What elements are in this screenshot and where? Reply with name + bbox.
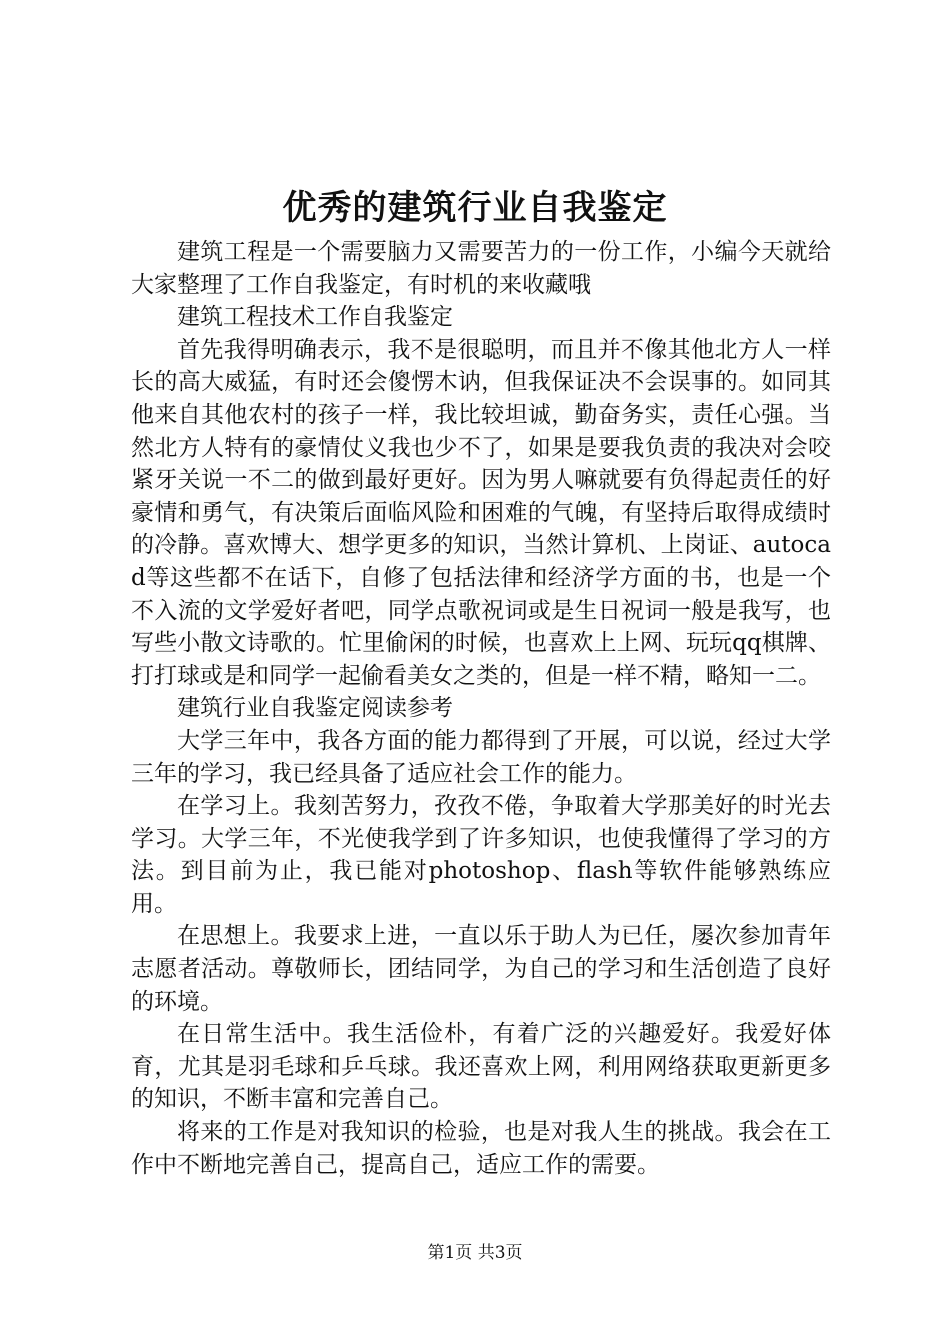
- future-work-paragraph: 将来的工作是对我知识的检验，也是对我人生的挑战。我会在工作中不断地完善自己，提高自己，适应工作的需要。: [131, 1119, 831, 1178]
- page-title: 优秀的建筑行业自我鉴定: [282, 188, 668, 228]
- document-body: [131, 236, 831, 1181]
- intro-paragraph: 建筑工程是一个需要脑力又需要苦力的一份工作，小编今天就给大家整理了工作自我鉴定，有时机的来收藏哦: [131, 239, 831, 298]
- university-summary-paragraph: 大学三年中，我各方面的能力都得到了开展，可以说，经过大学三年的学习，我已经具备了适应社会工作的能力。: [131, 727, 831, 787]
- self-description-paragraph: 首先我得明确表示，我不是很聪明，而且并不像其他北方人一样长的高大威猛，有时还会傻愣木讷，但我保证决不会误事的。如同其他来自其他农村的孩子一样，我比较坦诚，勤奋务实，责任心强。当然北方人特有的豪情仗义我也少不了，如果是要我负责的我决对会咬紧牙关说一不二的做到最好更好。因为男人嘛就要有负得起责任的好豪情和勇气，有决策后面临风险和困难的气魄，有坚持后取得成绩时的冷静。喜欢博大、想学更多的知识，当然计算机、上岗证、autocad等这些都不在话下，自修了包括法律和经济学方面的书，也是一个不入流的文学爱好者吧，同学点歌祝词或是生日祝词一般是我写，也写些小散文诗歌的。忙里偷闲的时候，也喜欢上上网、玩玩qq棋牌、打打球或是和同学一起偷看美女之类的，但是一样不精，略知一二。: [131, 336, 831, 689]
- study-paragraph: 在学习上。我刻苦努力，孜孜不倦，争取着大学那美好的时光去学习。大学三年，不光使我学到了许多知识，也使我懂得了学习的方法。到目前为止，我已能对photoshop、flash等软件能够熟练应用。: [131, 793, 831, 917]
- section-heading-technical: 建筑工程技术工作自我鉴定: [177, 304, 453, 331]
- daily-life-paragraph: 在日常生活中。我生活俭朴，有着广泛的兴趣爱好。我爱好体育，尤其是羽毛球和乒乓球。我还喜欢上网，利用网络获取更新更多的知识，不断丰富和完善自己。: [131, 1021, 831, 1113]
- thought-paragraph: 在思想上。我要求上进，一直以乐于助人为已任，屡次参加青年志愿者活动。尊敬师长，团结同学，为自己的学习和生活创造了良好的环境。: [131, 923, 831, 1015]
- section-heading-reference: 建筑行业自我鉴定阅读参考: [177, 695, 453, 722]
- page-number-footer: 第1页 共3页: [427, 1243, 523, 1263]
